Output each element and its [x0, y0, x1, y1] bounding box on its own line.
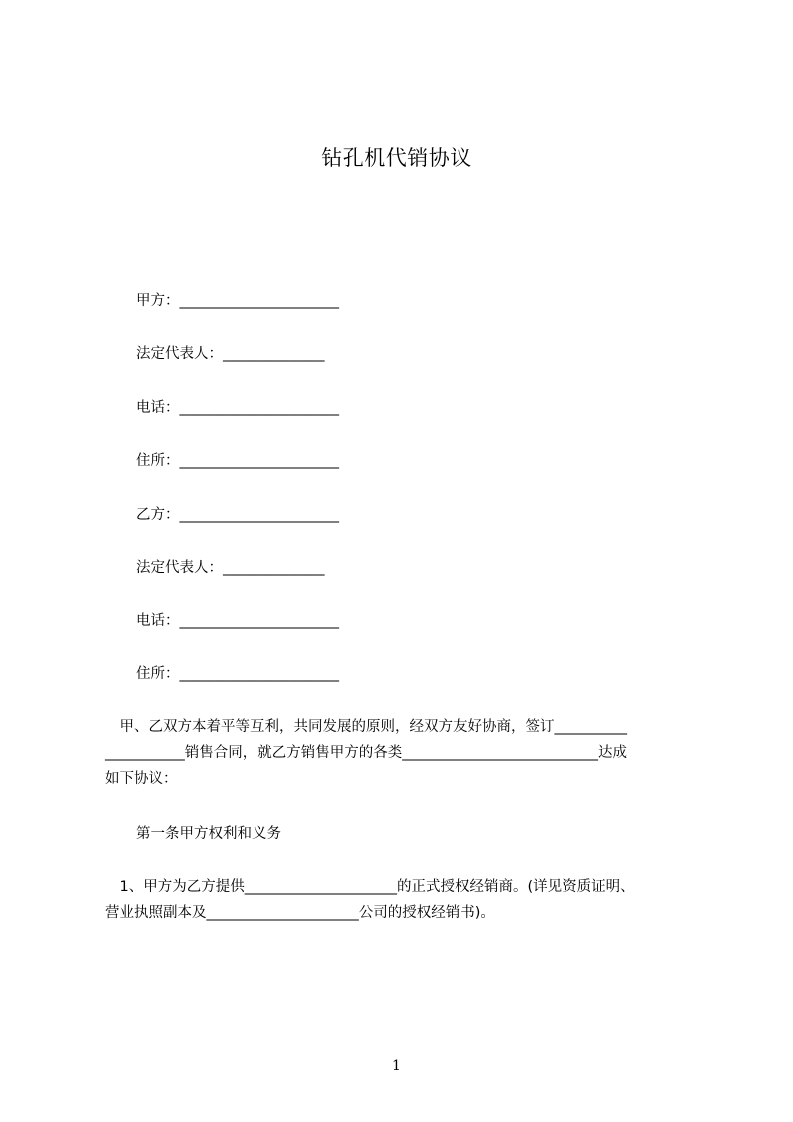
section-heading: 第一条甲方权利和义务 [136, 826, 281, 842]
party-b-address-label: 住所： [136, 666, 180, 682]
party-b-legal-rep-field [136, 558, 325, 578]
clause-paragraph [105, 874, 701, 926]
clause-line-1: 1、甲方为乙方提供_____________________的正式授权经销商。(详见资质证明、 [105, 879, 635, 895]
party-a-phone-blank: ______________________ [179, 400, 339, 416]
party-a-address-blank: ______________________ [179, 453, 339, 469]
party-b-phone-field [136, 611, 339, 631]
page-number: 1 [392, 1058, 401, 1074]
party-b-legal-rep-label: 法定代表人： [136, 560, 223, 576]
party-a-legal-rep-blank: ______________ [223, 346, 325, 362]
party-b-address-blank: ______________________ [179, 666, 339, 682]
clause-line-2: 营业执照副本及_____________________公司的授权经销书)。 [105, 905, 495, 921]
intro-paragraph [105, 714, 701, 792]
party-a-address-label: 住所： [136, 453, 180, 469]
intro-line-2: ___________销售合同，就乙方销售甲方的各类___________________________达成 [105, 745, 627, 761]
party-a-field [136, 291, 339, 311]
intro-line-3: 如下协议： [105, 771, 178, 787]
party-a-phone-label: 电话： [136, 400, 180, 416]
party-b-address-field [136, 664, 339, 684]
party-b-field [136, 505, 339, 525]
party-b-blank: ______________________ [179, 507, 339, 523]
party-b-label: 乙方： [136, 507, 180, 523]
party-b-legal-rep-blank: ______________ [223, 560, 325, 576]
party-a-blank: ______________________ [179, 293, 339, 309]
party-a-legal-rep-label: 法定代表人： [136, 346, 223, 362]
party-b-phone-blank: ______________________ [179, 613, 339, 629]
document-title: 钻孔机代销协议 [321, 146, 472, 170]
party-b-phone-label: 电话： [136, 613, 180, 629]
party-a-address-field [136, 451, 339, 471]
intro-line-1: 甲、乙双方本着平等互利，共同发展的原则，经双方友好协商，签订__________ [105, 719, 627, 735]
party-a-phone-field [136, 398, 339, 418]
party-a-legal-rep-field [136, 344, 325, 364]
party-a-label: 甲方： [136, 293, 180, 309]
